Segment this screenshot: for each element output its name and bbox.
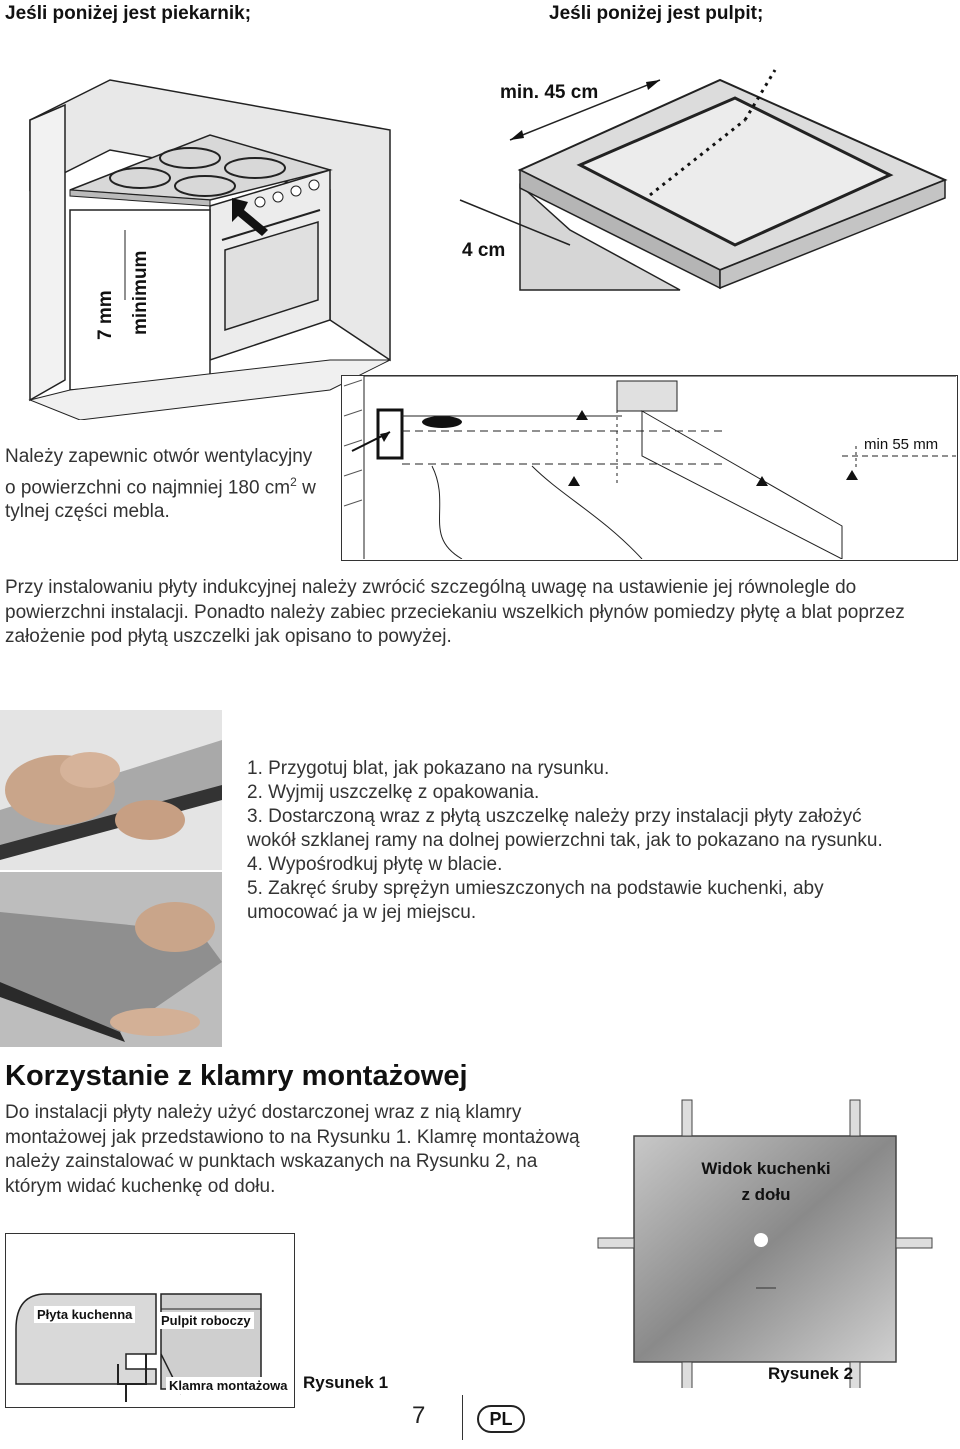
ventilation-figure bbox=[341, 375, 958, 561]
figure1-caption: Rysunek 1 bbox=[303, 1373, 389, 1392]
oven-cabinet-drawing bbox=[0, 60, 420, 420]
figure2-label-line1: Widok kuchenki bbox=[701, 1159, 831, 1178]
figure2-label bbox=[686, 1156, 846, 1208]
step-item: 1. Przygotuj blat, jak pokazano na rysunku. bbox=[247, 758, 610, 779]
minimum-text: minimum bbox=[130, 250, 151, 335]
label-clamp: Klamra montażowa bbox=[166, 1377, 290, 1394]
footer-divider bbox=[462, 1395, 463, 1440]
edge-dimension: 4 cm bbox=[462, 240, 506, 261]
figure2-caption: Rysunek 2 bbox=[768, 1364, 854, 1383]
figure2-hob-bottom bbox=[596, 1098, 936, 1388]
countertop-figure bbox=[430, 60, 955, 300]
step-item: 5. Zakręć śruby sprężyn umieszczonych na podstawie kuchenki, aby umocować ja w jej miejscu. bbox=[247, 878, 824, 923]
ventilation-note-tail: w tylnej części mebla. bbox=[5, 476, 316, 523]
clamp-section-title: Korzystanie z klamry montażowej bbox=[5, 1060, 468, 1092]
header-oven-case: Jeśli poniżej jest piekarnik; bbox=[5, 3, 252, 24]
depth-dimension: min. 45 cm bbox=[500, 82, 599, 103]
figure1-clamp-diagram bbox=[5, 1233, 295, 1408]
ventilation-note-text: Należy zapewnic otwór wentylacyjny o powierzchni co najmniej 180 cm bbox=[5, 446, 313, 498]
page-number: 7 bbox=[412, 1402, 426, 1429]
clearance-dimension: min 55 mm bbox=[864, 436, 939, 453]
clamp-section-body: Do instalacji płyty należy użyć dostarczonej wraz z nią klamry montażowej jak przedstawiono to na Rysunku 1. Klamrę montażową należy zainstalować w punktach wskazanych na Rysunku 2, na którym widać kuchenkę od dołu. bbox=[5, 1102, 580, 1197]
step-item: 4. Wypośrodkuj płytę w blacie. bbox=[247, 854, 503, 875]
oven-cabinet-figure bbox=[0, 60, 420, 420]
step-item: 2. Wyjmij uszczelkę z opakowania. bbox=[247, 782, 540, 803]
figure2-label-line2: z dołu bbox=[741, 1185, 791, 1204]
step-item: 3. Dostarczoną wraz z płytą uszczelkę należy przy instalacji płyty założyć wokół szklanej ramy na dolnej powierzchni tak, jak to pokazano na rysunku. bbox=[247, 806, 883, 851]
steps-list bbox=[247, 757, 897, 925]
header-counter-case: Jeśli poniżej jest pulpit; bbox=[549, 3, 764, 24]
figure2-drawing bbox=[596, 1098, 936, 1388]
ventilation-note bbox=[5, 445, 325, 525]
photo-gasket-bottom bbox=[0, 872, 222, 1047]
minimum-label bbox=[130, 235, 160, 335]
language-badge: PL bbox=[477, 1405, 525, 1433]
gap-dimension-label bbox=[95, 270, 125, 340]
installation-paragraph: Przy instalowaniu płyty indukcyjnej należy zwrócić szczególną uwagę na ustawienie jej równolegle do powierzchni instalacji. Ponadto należy zabiec przeciekaniu wszelkich płynów pomiedzy płytę a blat poprzez założenie pod płytą uszczelki jak opisano to powyżej. bbox=[5, 577, 905, 647]
photo-gasket-top-drawing bbox=[0, 710, 222, 870]
ventilation-note-sup: 2 bbox=[290, 474, 297, 489]
photo-gasket-top bbox=[0, 710, 222, 870]
label-hob: Płyta kuchenna bbox=[34, 1306, 135, 1323]
gap-dimension-text: 7 mm bbox=[95, 290, 116, 340]
photo-gasket-bottom-drawing bbox=[0, 872, 222, 1047]
ventilation-drawing bbox=[342, 376, 956, 559]
label-counter: Pulpit roboczy bbox=[158, 1312, 254, 1329]
